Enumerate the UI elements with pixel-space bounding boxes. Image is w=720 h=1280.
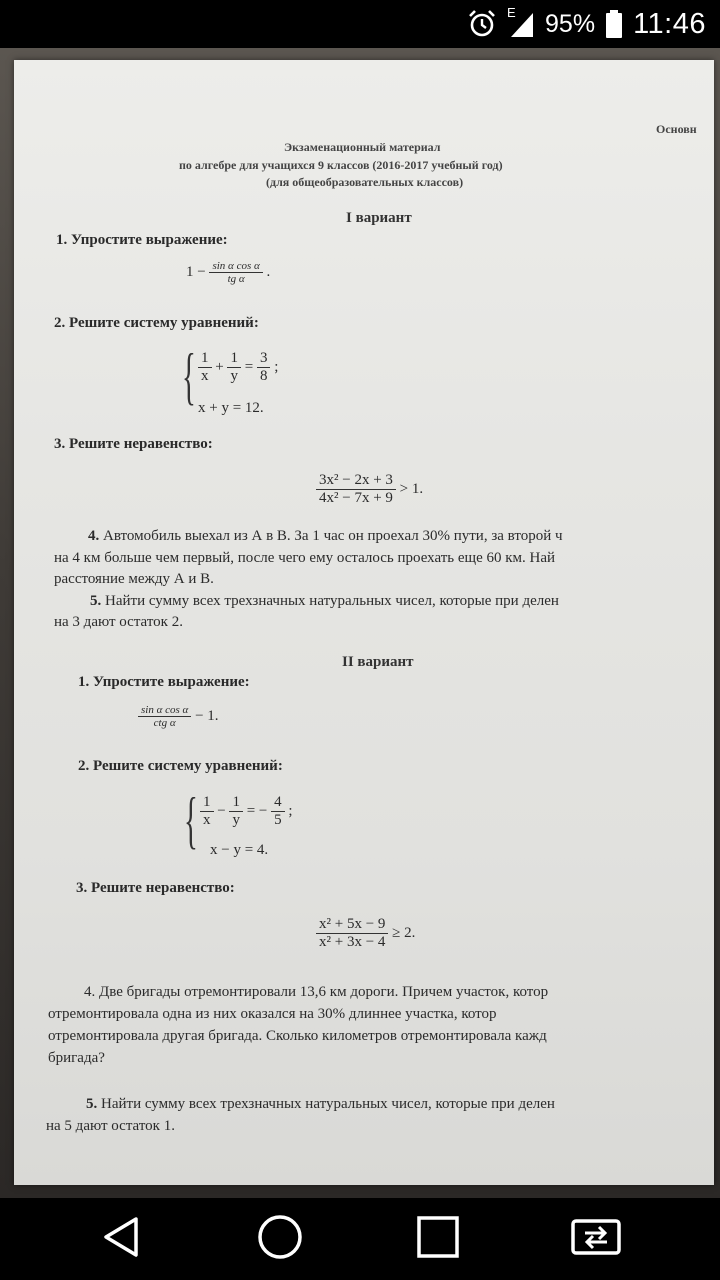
v1-task5-line-1: 5. Найти сумму всех трехзначных натуральных чисел, которые при делен bbox=[90, 593, 559, 609]
variant-1-title: I вариант bbox=[346, 210, 412, 226]
alarm-icon bbox=[467, 9, 497, 39]
v1-task2-equation-2: x + y = 12. bbox=[198, 400, 264, 416]
variant-2-title: II вариант bbox=[342, 654, 414, 670]
v1-task1-suffix: . bbox=[266, 263, 271, 280]
v2-task5-line-2: на 5 дают остаток 1. bbox=[46, 1118, 175, 1134]
v2-task2-brace: { bbox=[184, 784, 198, 855]
v1-task3-inequality bbox=[316, 472, 423, 507]
v1-task3-denominator: 4x² − 7x + 9 bbox=[319, 490, 393, 506]
back-icon bbox=[100, 1215, 144, 1264]
v1-task4-line-2: на 4 км больше чем первый, после чего ему осталось проехать еще 60 км. Най bbox=[54, 550, 556, 566]
v1-task4-line-3: расстояние между А и В. bbox=[54, 571, 214, 587]
v1-task5-line-2: на 3 дают остаток 2. bbox=[54, 614, 183, 630]
v1-task1-numerator: sin α cos α bbox=[209, 260, 262, 273]
photo-viewer[interactable] bbox=[0, 48, 720, 1198]
v1-task1-title: 1. Упростите выражение: bbox=[56, 232, 228, 248]
v2-task1-denominator: ctg α bbox=[153, 717, 176, 729]
v1-task4-line-1: 4. Автомобиль выехал из А в В. За 1 час он проехал 30% пути, за второй ч bbox=[88, 528, 563, 544]
v1-task2-equation-1: $\frac{1}{x}$ + $\frac{1}{y}$ = $\frac{3}{8}$ ; bbox=[198, 350, 278, 385]
v2-task4-line-1: 4. Две бригады отремонтировали 13,6 км дороги. Причем участок, котор bbox=[84, 984, 549, 1000]
v2-task1-numerator: sin α cos α bbox=[138, 704, 191, 717]
v1-task3-rhs: > 1. bbox=[399, 480, 424, 497]
v1-task3-title: 3. Решите неравенство: bbox=[54, 436, 213, 452]
v2-task3-rhs: ≥ 2. bbox=[392, 924, 416, 941]
v2-task2-equation-1: $\frac{1}{x}$ − $\frac{1}{y}$ = − $\frac{4}{5}$ ; bbox=[200, 794, 293, 829]
v1-task1-expression bbox=[186, 260, 270, 285]
header-line-3: (для общеобразовательных классов) bbox=[266, 175, 464, 189]
v1-task2-brace: { bbox=[182, 340, 196, 411]
exam-paper bbox=[14, 60, 714, 1185]
recents-icon bbox=[416, 1215, 460, 1264]
recents-button[interactable] bbox=[413, 1214, 463, 1264]
v2-task2-equation-2: x − y = 4. bbox=[210, 842, 269, 858]
v2-task1-title: 1. Упростите выражение: bbox=[78, 674, 250, 690]
v2-task5-line-1: 5. Найти сумму всех трехзначных натуральных чисел, которые при делен bbox=[86, 1096, 555, 1112]
v1-task1-prefix: 1 − bbox=[186, 263, 206, 280]
v2-task1-expression bbox=[138, 704, 219, 729]
v2-task3-inequality bbox=[316, 916, 415, 951]
v1-task3-numerator: 3x² − 2x + 3 bbox=[316, 472, 396, 490]
v2-task4-line-3: отремонтировала другая бригада. Сколько километров отремонтировала кажд bbox=[48, 1028, 547, 1044]
v2-task1-suffix: − 1. bbox=[195, 707, 219, 724]
back-button[interactable] bbox=[97, 1214, 147, 1264]
battery-icon bbox=[605, 9, 623, 39]
home-icon bbox=[257, 1214, 303, 1265]
home-button[interactable] bbox=[255, 1214, 305, 1264]
v1-task2-title: 2. Решите систему уравнений: bbox=[54, 315, 259, 331]
v2-task4-line-4: бригада? bbox=[48, 1050, 105, 1066]
v2-task3-numerator: x² + 5x − 9 bbox=[316, 916, 388, 934]
status-bar bbox=[0, 0, 720, 48]
battery-percent: 95% bbox=[545, 9, 596, 38]
navigation-bar bbox=[0, 1198, 720, 1280]
corner-text: Основн bbox=[656, 122, 697, 136]
screen-mirror-icon bbox=[571, 1217, 621, 1262]
v2-task4-line-2: отремонтировала одна из них оказался на 30% длиннее участка, котор bbox=[48, 1006, 497, 1022]
v2-task2-title: 2. Решите систему уравнений: bbox=[78, 758, 283, 774]
v2-task3-title: 3. Решите неравенство: bbox=[76, 880, 235, 896]
header-line-1: Экзаменационный материал bbox=[284, 140, 441, 154]
screen-mirror-button[interactable] bbox=[571, 1214, 621, 1264]
status-icons bbox=[467, 6, 706, 42]
v2-task3-denominator: x² + 3x − 4 bbox=[319, 934, 386, 950]
network-type-label: E bbox=[507, 5, 516, 20]
header-line-2: по алгебре для учащихся 9 классов (2016-2017 учебный год) bbox=[179, 158, 503, 172]
v1-task1-denominator: tg α bbox=[227, 273, 245, 285]
signal-icon bbox=[507, 5, 535, 39]
clock: 11:46 bbox=[633, 7, 706, 40]
